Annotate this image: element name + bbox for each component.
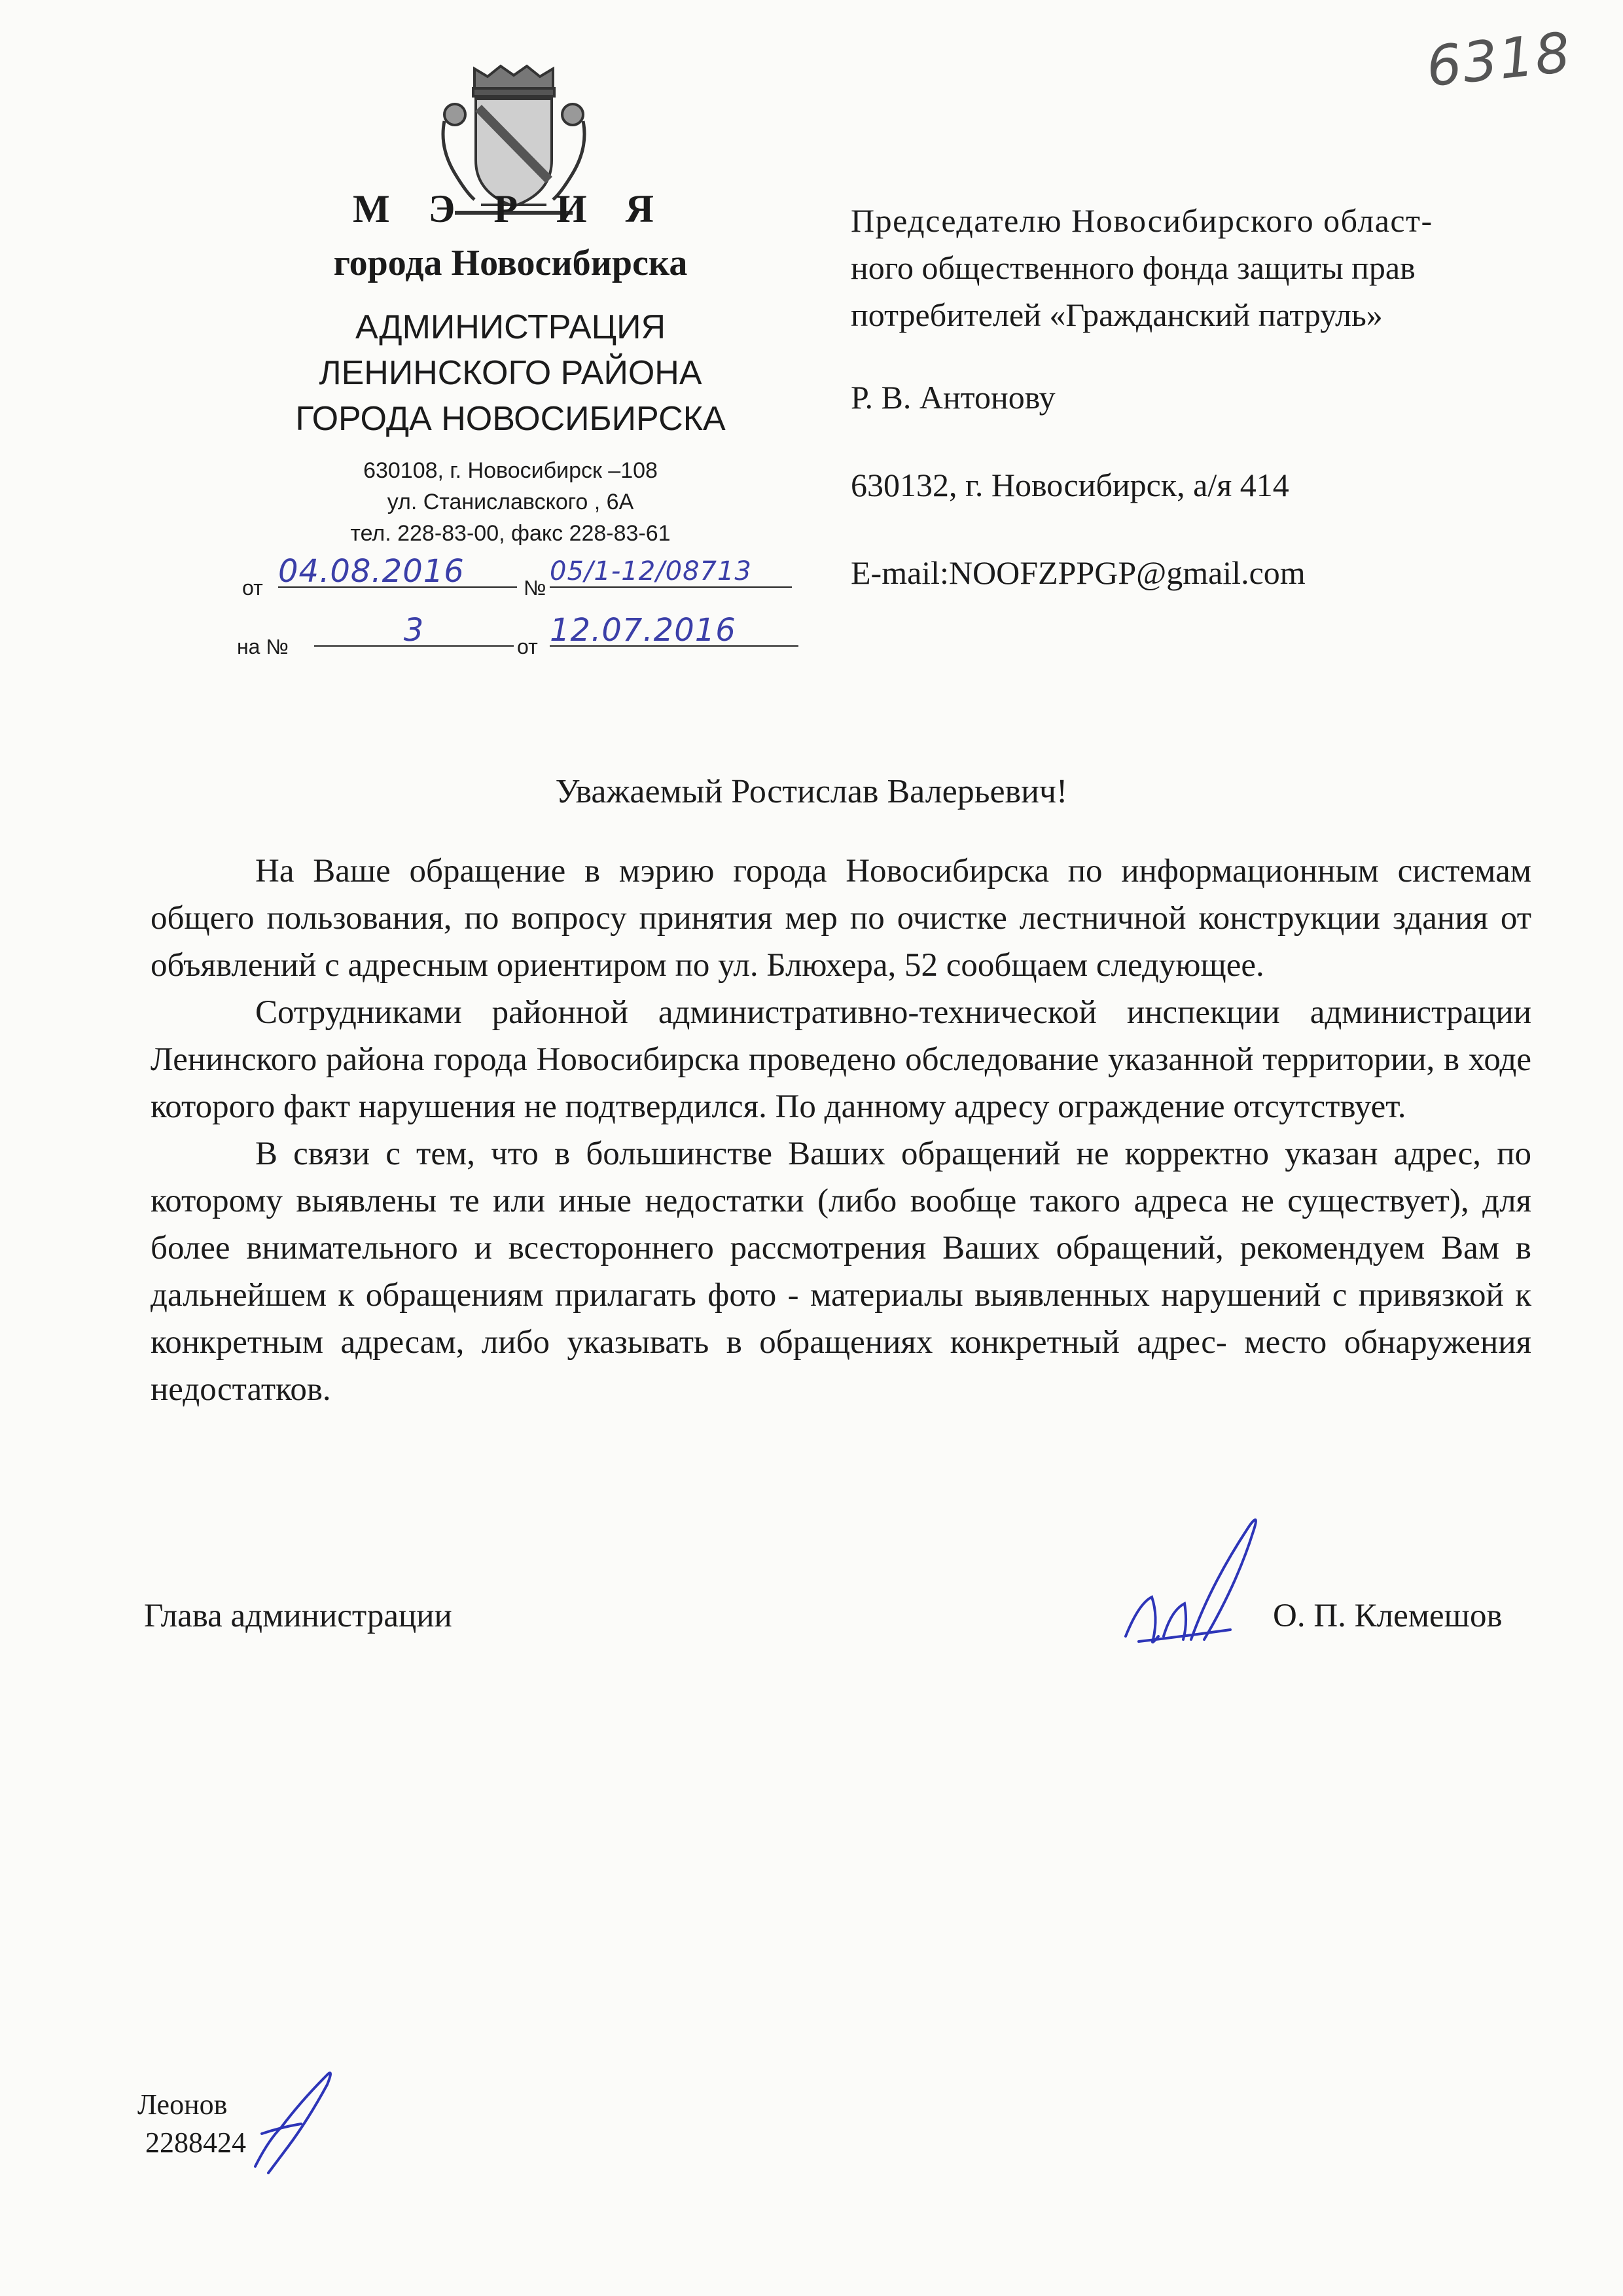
addressee-line: ного общественного фонда защиты прав [851,249,1416,286]
letterhead-address-line: тел. 228-83-00, факс 228-83-61 [350,521,671,546]
addressee-line: потребителей «Гражданский патруль» [851,296,1383,333]
addressee-email: E-mail:NOOFZPPGP@gmail.com [851,554,1306,591]
letterhead-city: города Новосибирска [333,243,688,283]
letterhead-address-line: 630108, г. Новосибирск –108 [363,458,658,483]
corner-handwritten-number: 6318 [1423,20,1575,99]
letterhead-admin-line: ЛЕНИНСКОГО РАЙОНА [319,354,702,392]
signatory-name: О. П. Клемешов [1273,1598,1503,1634]
outgoing-number-label: № [524,576,546,600]
outgoing-number: 05/1-12/08713 [550,556,792,588]
body-paragraph: Сотрудниками районной административно-технической инспекции администрации Ленинского района города Новосибирска проведено обследование указанной территории, в ходе которого факт нарушения не подтвердился. По данному адресу ограждение отсутствует. [151,994,1531,1125]
executor-signature-icon [242,2062,347,2179]
letterhead-admin-line: АДМИНИСТРАЦИЯ [355,308,666,346]
addressee-line: Председателю Новосибирского област- [851,202,1433,239]
handwritten-signature-icon [1113,1505,1283,1656]
executor-phone: 2288424 [145,2126,246,2159]
addressee-postal: 630132, г. Новосибирск, а/я 414 [851,467,1289,503]
outgoing-date: 04.08.2016 [278,556,517,588]
salutation: Уважаемый Ростислав Валерьевич! [555,773,1068,810]
addressee-name: Р. В. Антонову [851,379,1056,416]
letter-body [151,848,1531,1413]
letterhead-title: М Э Р И Я [353,187,668,230]
signatory-position: Глава администрации [144,1598,452,1634]
outgoing-date-label: от [242,576,263,600]
letterhead-address-line: ул. Станиславского , 6А [387,490,634,514]
in-reply-number: 3 [314,615,514,647]
in-reply-number-label: на № [237,635,289,658]
letterhead-admin-line: ГОРОДА НОВОСИБИРСКА [295,400,726,438]
body-paragraph: На Ваше обращение в мэрию города Новосибирска по информационным системам общего пользования, по вопросу принятия мер по очистке лестничной конструкции здания от объявлений с адресным ориентиром по ул. Блюхера, 52 сообщаем следующее. [151,853,1531,984]
in-reply-date: 12.07.2016 [550,615,798,647]
body-paragraph: В связи с тем, что в большинстве Ваших обращений не корректно указан адрес, по которому выявлены те или иные недостатки (либо вообще такого адреса не существует), для более внимательного и всестороннего рассмотрения Ваших обращений, рекомендуем Вам в дальнейшем к обращениям прилагать фото - материалы выявленных нарушений с привязкой к конкретным адресам, либо указывать в обращениях конкретный адрес- место обнаружения недостатков. [151,1136,1531,1408]
executor-name: Леонов [137,2089,228,2121]
in-reply-date-label: от [517,635,538,658]
